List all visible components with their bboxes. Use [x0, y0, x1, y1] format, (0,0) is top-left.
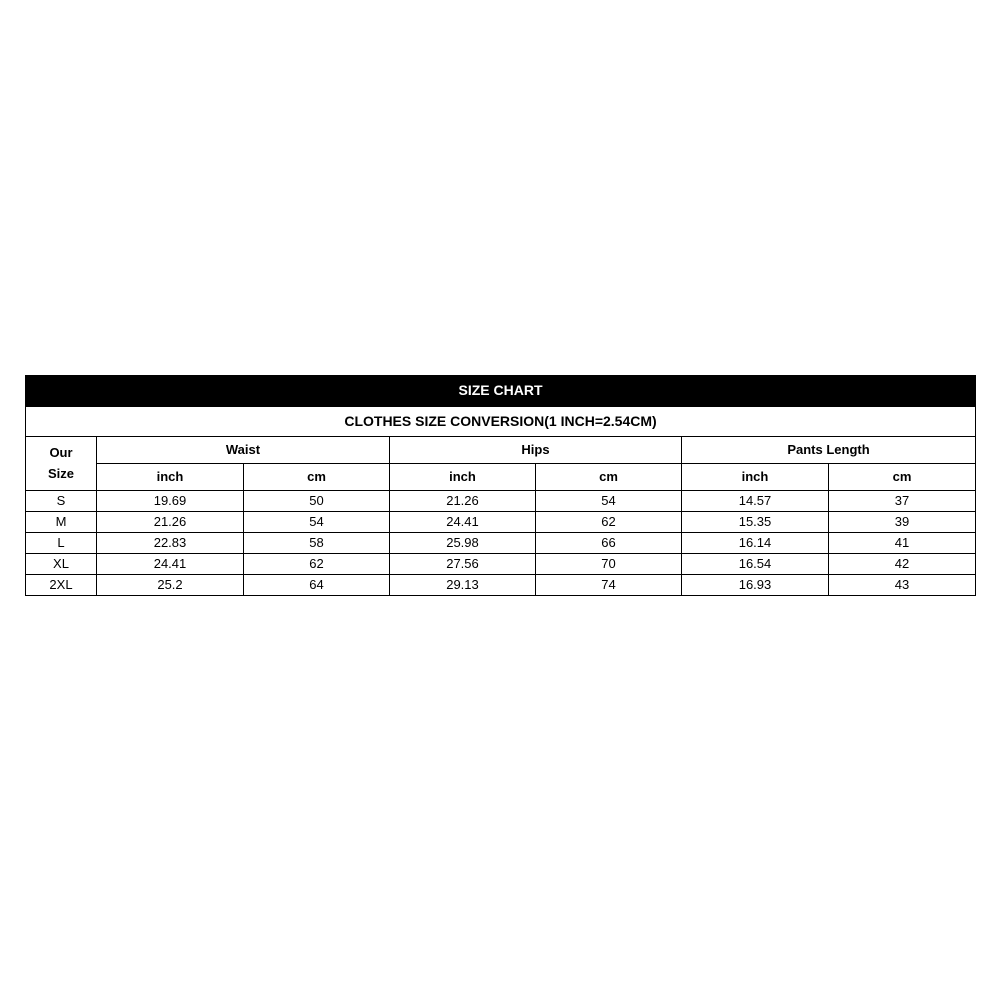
size-cell: L [26, 533, 97, 554]
table-cell: 54 [244, 512, 390, 533]
table-cell: 64 [244, 575, 390, 596]
table-cell: 62 [536, 512, 682, 533]
chart-title: SIZE CHART [26, 376, 976, 407]
table-cell: 58 [244, 533, 390, 554]
group-header-waist: Waist [97, 437, 390, 464]
table-cell: 16.54 [682, 554, 829, 575]
table-cell: 74 [536, 575, 682, 596]
size-header-line2: Size [47, 465, 74, 481]
table-cell: 22.83 [97, 533, 244, 554]
table-cell: 66 [536, 533, 682, 554]
table-cell: 54 [536, 491, 682, 512]
table-cell: 16.14 [682, 533, 829, 554]
unit-header-row [26, 464, 976, 491]
table-cell: 70 [536, 554, 682, 575]
table-cell: 25.2 [97, 575, 244, 596]
size-cell: S [26, 491, 97, 512]
table-cell: 19.69 [97, 491, 244, 512]
table-cell: 43 [829, 575, 976, 596]
subtitle-row [26, 407, 976, 437]
size-cell: XL [26, 554, 97, 575]
table-cell: 41 [829, 533, 976, 554]
group-header-hips: Hips [390, 437, 682, 464]
size-cell: 2XL [26, 575, 97, 596]
unit-header: cm [829, 464, 976, 491]
table-cell: 14.57 [682, 491, 829, 512]
table-cell: 42 [829, 554, 976, 575]
table-row [26, 533, 976, 554]
table-cell: 39 [829, 512, 976, 533]
size-header-line1: Our [49, 444, 73, 460]
size-column-header [26, 437, 97, 491]
table-row [26, 554, 976, 575]
unit-header: cm [244, 464, 390, 491]
unit-header: inch [390, 464, 536, 491]
table-cell: 16.93 [682, 575, 829, 596]
table-row [26, 575, 976, 596]
table-cell: 15.35 [682, 512, 829, 533]
table-cell: 25.98 [390, 533, 536, 554]
group-header-row [26, 437, 976, 464]
table-cell: 24.41 [97, 554, 244, 575]
table-cell: 29.13 [390, 575, 536, 596]
chart-subtitle: CLOTHES SIZE CONVERSION(1 INCH=2.54CM) [26, 407, 976, 437]
table-cell: 24.41 [390, 512, 536, 533]
table-cell: 21.26 [390, 491, 536, 512]
size-cell: M [26, 512, 97, 533]
table-cell: 37 [829, 491, 976, 512]
size-chart-table [25, 375, 976, 596]
table-row [26, 512, 976, 533]
table-cell: 27.56 [390, 554, 536, 575]
title-row [26, 376, 976, 407]
table-row [26, 491, 976, 512]
unit-header: inch [682, 464, 829, 491]
table-cell: 62 [244, 554, 390, 575]
unit-header: inch [97, 464, 244, 491]
table-cell: 50 [244, 491, 390, 512]
unit-header: cm [536, 464, 682, 491]
group-header-pants-length: Pants Length [682, 437, 976, 464]
table-cell: 21.26 [97, 512, 244, 533]
